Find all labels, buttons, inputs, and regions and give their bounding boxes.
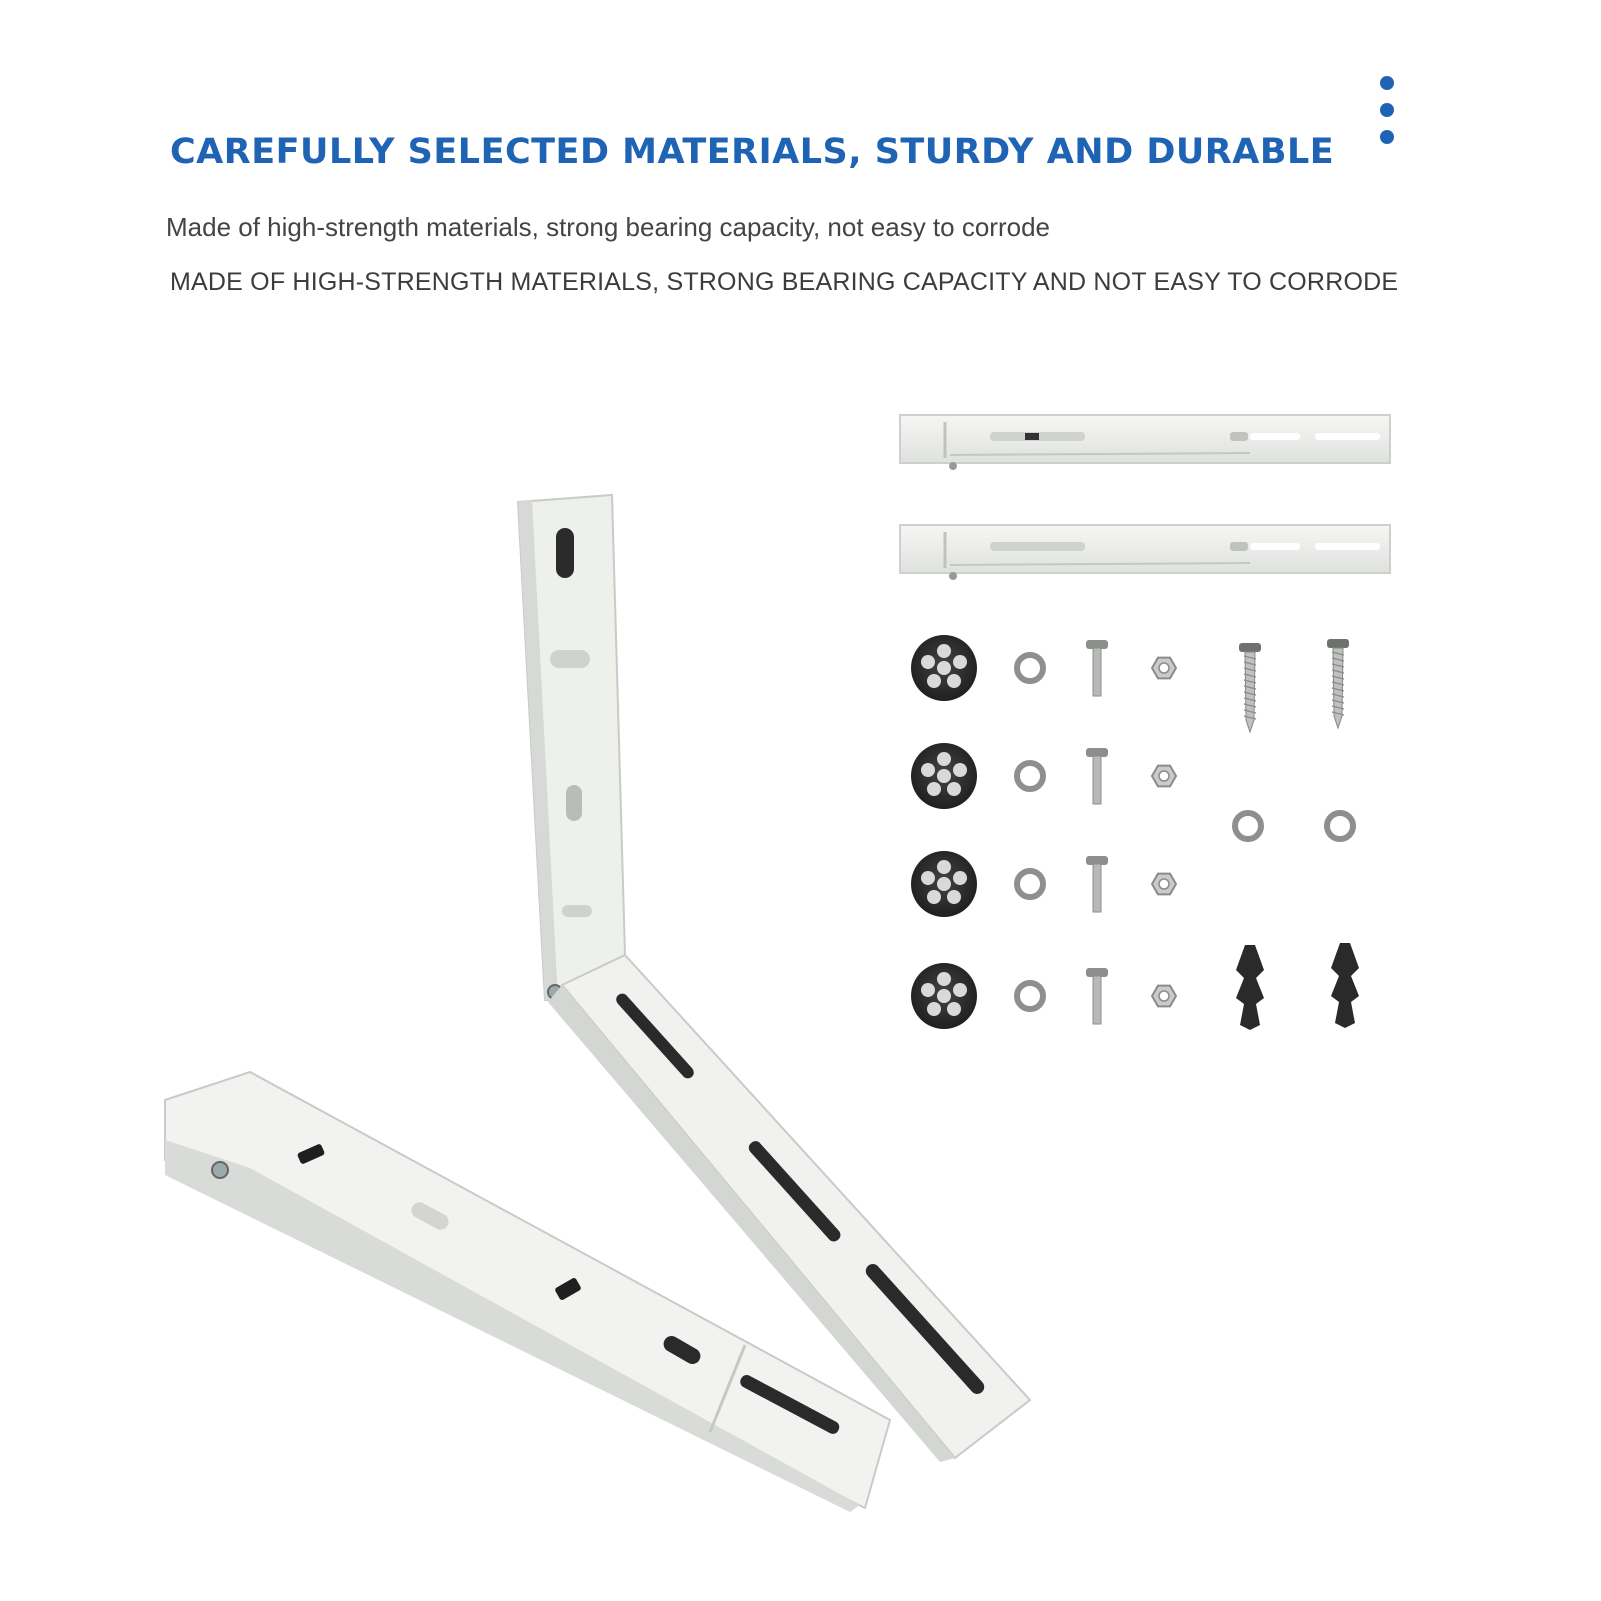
washer — [1017, 763, 1043, 789]
rubber-pad — [911, 743, 977, 809]
nut — [1152, 986, 1176, 1007]
wood-screw — [1239, 643, 1261, 732]
page-subtitle: Made of high-strength materials, strong bearing capacity, not easy to corrode — [166, 212, 1050, 242]
hardware-set — [911, 635, 1359, 1030]
bolt — [1086, 856, 1108, 912]
wall-anchor — [1331, 943, 1359, 1028]
rubber-pad — [911, 963, 977, 1029]
nut — [1152, 874, 1176, 895]
rubber-pad — [911, 851, 977, 917]
bolt — [1086, 968, 1108, 1024]
washer — [1017, 871, 1043, 897]
washer — [1327, 813, 1353, 839]
page-title: CAREFULLY SELECTED MATERIALS, STURDY AND DURABLE — [170, 132, 1335, 172]
washer — [1235, 813, 1261, 839]
nut — [1152, 766, 1176, 787]
bolt — [1086, 640, 1108, 696]
rail-bottom — [900, 525, 1390, 580]
washer — [1017, 983, 1043, 1009]
page-subtitle-caps: MADE OF HIGH-STRENGTH MATERIALS, STRONG BEARING CAPACITY AND NOT EASY TO CORRODE — [170, 268, 1399, 296]
washer — [1017, 655, 1043, 681]
nut — [1152, 658, 1176, 679]
wood-screw — [1327, 639, 1349, 728]
rubber-pad — [911, 635, 977, 701]
rail-top — [900, 415, 1390, 470]
bolt — [1086, 748, 1108, 804]
wall-anchor — [1236, 945, 1264, 1030]
